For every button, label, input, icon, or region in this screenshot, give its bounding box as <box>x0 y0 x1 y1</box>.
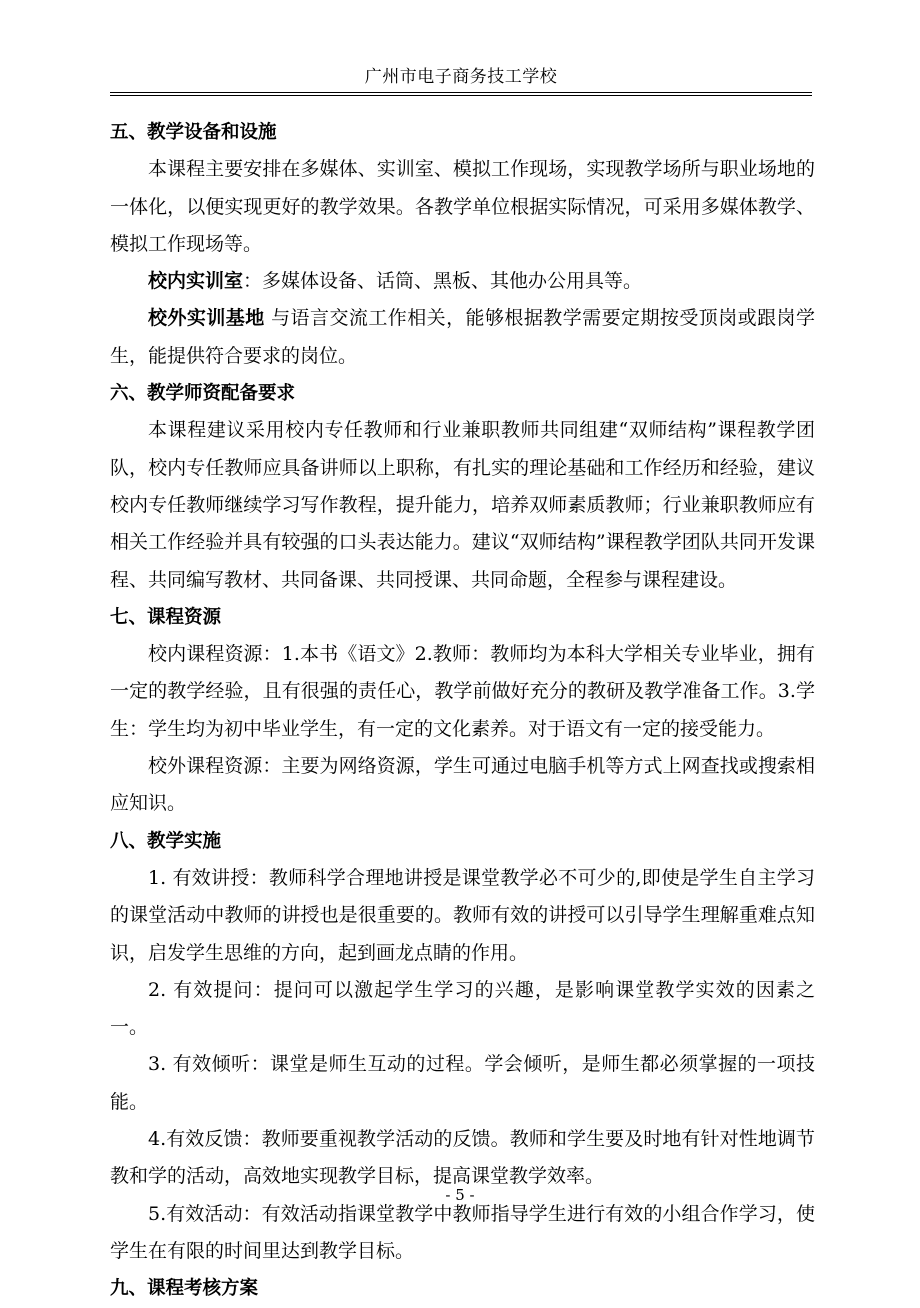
paragraph-label: 校内实训室 <box>148 270 244 293</box>
page-number: - 5 - <box>445 1186 475 1204</box>
page-header: 广州市电子商务技工学校 <box>110 62 812 96</box>
header-rule <box>110 92 812 93</box>
paragraph-text: ：多媒体设备、话筒、黑板、其他办公用具等。 <box>243 270 643 293</box>
paragraph-label: 校外实训基地 <box>148 307 265 330</box>
section-heading: 五、教学设备和设施 <box>110 122 277 143</box>
paragraph: 校内课程资源：1.本书《语文》2.教师：教师均为本科大学相关专业毕业，拥有一定的教学经验，且有很强的责任心，教学前做好充分的教研及教学准备工作。3.学生：学生均为初中毕业学生，有一定的文化素养。对于语文有一定的接受能力。 <box>110 643 815 740</box>
section-heading: 九、课程考核方案 <box>110 1278 259 1300</box>
section-heading: 七、课程资源 <box>110 606 222 628</box>
section-heading: 八、教学实施 <box>110 830 222 852</box>
paragraph-text: 与语言交流工作相关，能够根据教学需要定期按受顶岗或跟岗学生，能提供符合要求的岗位。 <box>110 307 815 367</box>
paragraph: 校外课程资源：主要为网络资源，学生可通过电脑手机等方式上网查找或搜索相应知识。 <box>110 755 815 815</box>
paragraph <box>110 300 815 375</box>
section-heading: 六、教学师资配备要求 <box>110 383 296 405</box>
paragraph: 本课程建议采用校内专任教师和行业兼职教师共同组建“双师结构”课程教学团队，校内专任教师应具备讲师以上职称，有扎实的理论基础和工作经历和经验，建议校内专任教师继续学习写作教程，提升能力，培养双师素质教师；行业兼职教师应有相关工作经验并具有较强的口头表达能力。建议“双师结构”课程教学团队共同开发课程、共同编写教材、共同备课、共同授课、共同命题，全程参与课程建设。 <box>110 419 815 591</box>
page-body <box>110 114 815 1308</box>
paragraph: 4.有效反馈：教师要重视教学活动的反馈。教师和学生要及时地有针对性地调节教和学的活动，高效地实现教学目标，提高课堂教学效率。 <box>110 1128 815 1188</box>
paragraph: 2. 有效提问：提问可以激起学生学习的兴趣，是影响课堂教学实效的因素之一。 <box>110 978 815 1039</box>
paragraph: 5.有效活动：有效活动指课堂教学中教师指导学生进行有效的小组合作学习，使学生在有限的时间里达到教学目标。 <box>110 1202 815 1262</box>
paragraph: 1. 有效讲授：教师科学合理地讲授是课堂教学必不可少的,即使是学生自主学习的课堂活动中教师的讲授也是很重要的。教师有效的讲授可以引导学生理解重难点知识，启发学生思维的方向，起到画龙点睛的作用。 <box>110 866 815 964</box>
paragraph <box>110 263 815 300</box>
paragraph: 3. 有效倾听：课堂是师生互动的过程。学会倾听，是师生都必须掌握的一项技能。 <box>110 1053 815 1113</box>
paragraph: 本课程主要安排在多媒体、实训室、模拟工作现场，实现教学场所与职业场地的一体化，以便实现更好的教学效果。各教学单位根据实际情况，可采用多媒体教学、模拟工作现场等。 <box>110 158 815 255</box>
